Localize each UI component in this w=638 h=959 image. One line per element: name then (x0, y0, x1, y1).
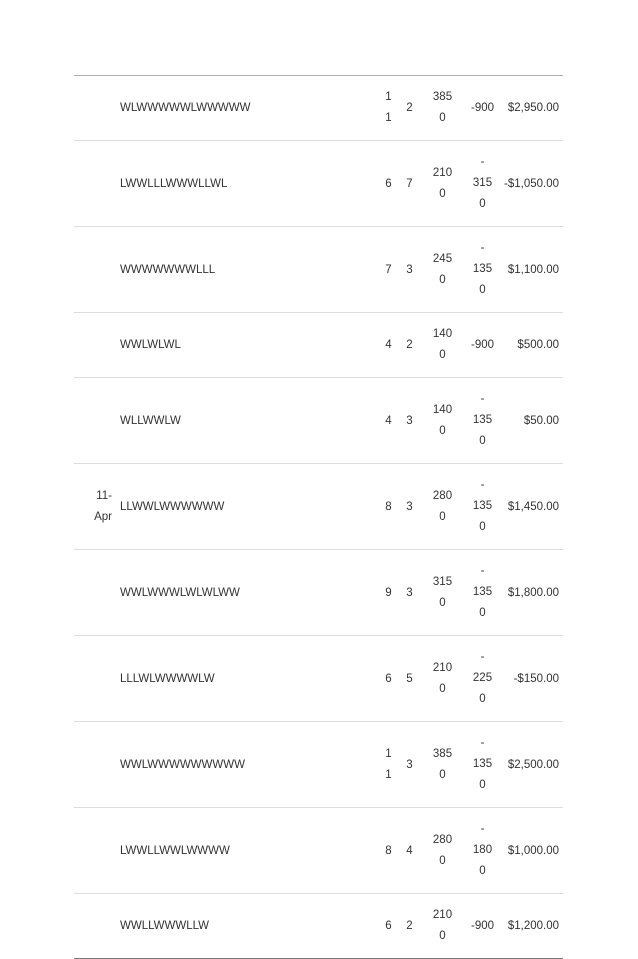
gain-line: 0 (439, 682, 446, 695)
loss-line: 0 (479, 521, 486, 533)
wins-cell (378, 464, 399, 550)
losses-cell (399, 722, 420, 808)
gain-line: 0 (439, 854, 446, 867)
net-cell: $1,800.00 (500, 550, 563, 636)
loss-line: -900 (470, 102, 495, 114)
date-cell (74, 464, 116, 550)
gain-line: 0 (439, 510, 446, 523)
sequence-cell: WWLWWWLWLWLWW (116, 550, 378, 636)
gain-line: 210 (432, 661, 453, 674)
gain-line: 140 (432, 403, 453, 416)
losses-cell (399, 808, 420, 894)
wins-cell (378, 636, 399, 722)
loss-cell (465, 722, 500, 808)
net-cell: $1,100.00 (500, 227, 563, 313)
net-cell: $1,450.00 (500, 464, 563, 550)
gain-line: 0 (439, 349, 446, 361)
gain-line: 0 (439, 273, 446, 286)
loss-line: 135 (472, 586, 493, 598)
loss-cell (465, 76, 500, 141)
loss-cell (465, 378, 500, 464)
loss-line: 225 (472, 672, 493, 684)
losses-line: 2 (406, 102, 413, 114)
loss-line: - (480, 393, 485, 405)
results-table-body (74, 76, 563, 959)
date-cell (74, 141, 116, 227)
table-row (74, 808, 563, 894)
wins-line: 4 (385, 339, 392, 351)
sequence-cell: WWLLWWWLLW (116, 894, 378, 959)
gain-line: 385 (432, 91, 453, 103)
wins-cell (378, 313, 399, 378)
losses-line: 3 (406, 586, 413, 599)
loss-cell (465, 808, 500, 894)
loss-line: - (480, 651, 485, 663)
losses-line: 3 (406, 414, 413, 427)
losses-line: 3 (406, 758, 413, 771)
table-row (74, 141, 563, 227)
wins-line: 1 (385, 112, 392, 124)
wins-cell (378, 550, 399, 636)
date-cell (74, 378, 116, 464)
wins-cell (378, 808, 399, 894)
loss-line: 0 (479, 779, 486, 791)
loss-line: - (480, 156, 485, 168)
loss-line: 135 (472, 414, 493, 426)
table-row (74, 76, 563, 141)
table-row (74, 636, 563, 722)
sequence-cell: LWWLLWWLWWWW (116, 808, 378, 894)
gain-cell (420, 313, 465, 378)
wins-cell (378, 76, 399, 141)
loss-line: 135 (472, 263, 493, 275)
gain-line: 0 (439, 424, 446, 437)
wins-line: 1 (385, 768, 392, 781)
gain-cell (420, 464, 465, 550)
sequence-cell: WWLWLWL (116, 313, 378, 378)
gain-cell (420, 141, 465, 227)
gain-cell (420, 808, 465, 894)
wins-line: 7 (385, 263, 392, 276)
loss-line: - (480, 565, 485, 577)
wins-cell (378, 141, 399, 227)
gain-cell (420, 227, 465, 313)
net-cell: -$1,050.00 (500, 141, 563, 227)
loss-cell (465, 894, 500, 959)
gain-line: 210 (432, 909, 453, 921)
table-row (74, 378, 563, 464)
date-cell (74, 894, 116, 959)
net-cell: $2,500.00 (500, 722, 563, 808)
loss-cell (465, 313, 500, 378)
date-cell (74, 722, 116, 808)
losses-cell (399, 76, 420, 141)
losses-cell (399, 227, 420, 313)
losses-cell (399, 894, 420, 959)
loss-cell (465, 550, 500, 636)
date-cell (74, 76, 116, 141)
wins-line: 8 (385, 500, 392, 513)
date-cell (74, 550, 116, 636)
losses-cell (399, 636, 420, 722)
gain-line: 385 (432, 747, 453, 760)
loss-line: 315 (472, 177, 493, 189)
gain-line: 0 (439, 112, 446, 124)
gain-line: 0 (439, 930, 446, 942)
wins-line: 9 (385, 586, 392, 599)
gain-line: 210 (432, 166, 453, 179)
table-row (74, 894, 563, 959)
sequence-cell: WWLWWWWWWWWW (116, 722, 378, 808)
loss-line: - (480, 737, 485, 749)
loss-line: 0 (479, 284, 486, 296)
loss-line: - (480, 479, 485, 491)
sequence-cell: WWWWWWWLLL (116, 227, 378, 313)
gain-cell (420, 722, 465, 808)
gain-line: 315 (432, 575, 453, 588)
wins-cell (378, 378, 399, 464)
loss-line: - (480, 242, 485, 254)
date-cell (74, 227, 116, 313)
losses-line: 4 (406, 844, 413, 857)
gain-line: 140 (432, 328, 453, 340)
loss-line: 0 (479, 693, 486, 705)
net-cell: $50.00 (500, 378, 563, 464)
sequence-cell: WLWWWWWLWWWWW (116, 76, 378, 141)
loss-line: 180 (472, 844, 493, 856)
losses-line: 2 (406, 920, 413, 932)
losses-cell (399, 550, 420, 636)
gain-cell (420, 76, 465, 141)
gain-line: 280 (432, 489, 453, 502)
loss-line: -900 (470, 920, 495, 932)
gain-cell (420, 636, 465, 722)
losses-line: 2 (406, 339, 413, 351)
sequence-cell: LLLWLWWWWLW (116, 636, 378, 722)
table-row (74, 313, 563, 378)
net-cell: $2,950.00 (500, 76, 563, 141)
gain-cell (420, 894, 465, 959)
gain-line: 0 (439, 768, 446, 781)
sequence-cell: WLLWWLW (116, 378, 378, 464)
table-row (74, 550, 563, 636)
wins-cell (378, 722, 399, 808)
wins-line: 6 (385, 177, 392, 190)
results-table (74, 75, 563, 959)
gain-line: 280 (432, 833, 453, 846)
gain-cell (420, 378, 465, 464)
losses-cell (399, 464, 420, 550)
wins-line: 1 (385, 747, 392, 760)
table-row (74, 227, 563, 313)
wins-cell (378, 227, 399, 313)
table-row (74, 464, 563, 550)
loss-line: 135 (472, 500, 493, 512)
date-cell (74, 808, 116, 894)
gain-line: 0 (439, 596, 446, 609)
sequence-cell: LLWWLWWWWWW (116, 464, 378, 550)
date-cell (74, 313, 116, 378)
net-cell: $1,200.00 (500, 894, 563, 959)
loss-line: 0 (479, 435, 486, 447)
losses-line: 3 (406, 263, 413, 276)
wins-line: 6 (385, 920, 392, 932)
loss-line: 135 (472, 758, 493, 770)
table-row (74, 722, 563, 808)
losses-line: 7 (406, 177, 413, 190)
wins-line: 6 (385, 672, 392, 685)
loss-line: - (480, 823, 485, 835)
losses-cell (399, 141, 420, 227)
date-line: 11- (96, 489, 112, 502)
loss-cell (465, 636, 500, 722)
loss-cell (465, 227, 500, 313)
losses-cell (399, 313, 420, 378)
gain-line: 0 (439, 187, 446, 200)
losses-cell (399, 378, 420, 464)
gain-line: 245 (432, 252, 453, 265)
net-cell: $1,000.00 (500, 808, 563, 894)
wins-line: 1 (385, 91, 392, 103)
loss-line: 0 (479, 607, 486, 619)
wins-line: 8 (385, 844, 392, 857)
date-line: Apr (94, 510, 112, 523)
sequence-cell: LWWLLLWWWLLWL (116, 141, 378, 227)
gain-cell (420, 550, 465, 636)
loss-line: 0 (479, 865, 486, 877)
wins-cell (378, 894, 399, 959)
loss-cell (465, 141, 500, 227)
date-cell (74, 636, 116, 722)
net-cell: $500.00 (500, 313, 563, 378)
loss-line: -900 (470, 339, 495, 351)
loss-cell (465, 464, 500, 550)
loss-line: 0 (479, 198, 486, 210)
losses-line: 3 (406, 500, 413, 513)
losses-line: 5 (406, 672, 413, 685)
wins-line: 4 (385, 414, 392, 427)
net-cell: -$150.00 (500, 636, 563, 722)
